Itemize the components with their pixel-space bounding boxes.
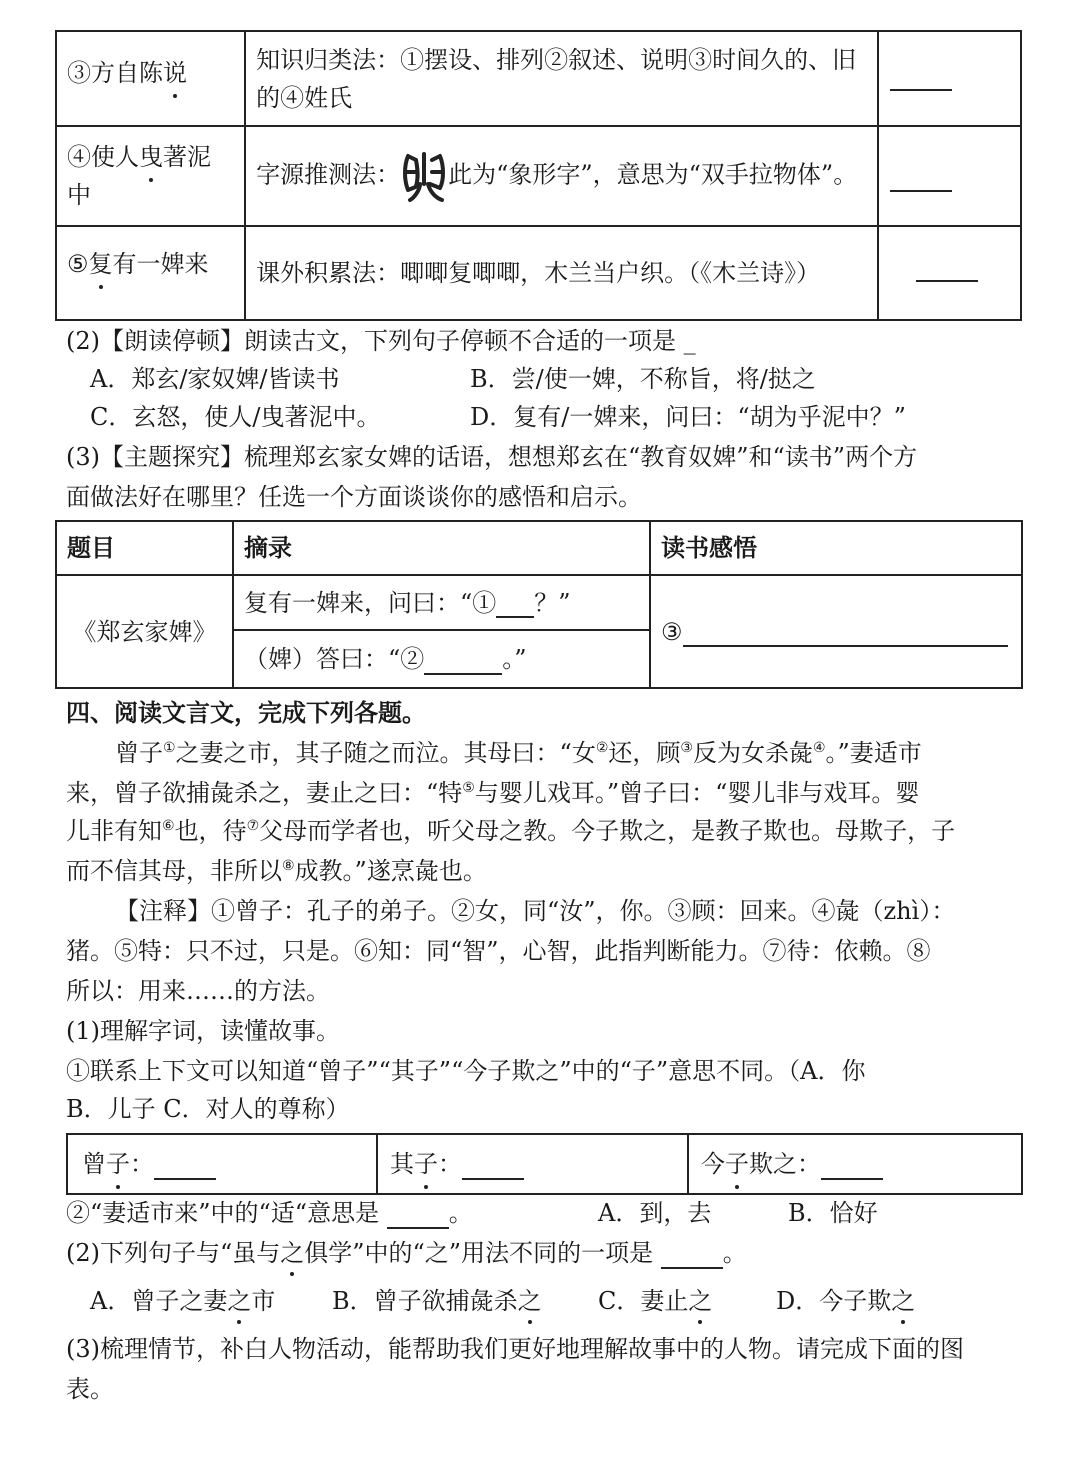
emphasized-char: 之	[227, 1284, 251, 1318]
zi-cell[interactable]	[67, 1134, 377, 1194]
passage-line: 曾子①之妻之市，其子随之而泣。其母曰：“女②还，顾③反为女杀彘④。”妻适市	[115, 739, 922, 767]
option-b[interactable]: B．曾子欲捕彘杀之	[332, 1284, 542, 1318]
emphasized-char: 子	[106, 1145, 130, 1183]
zi-text: ：	[130, 1150, 154, 1178]
emphasized-char: 子	[725, 1145, 749, 1183]
excerpt-text: 。”	[502, 645, 527, 673]
notes-line: 所以：用来……的方法。	[66, 977, 330, 1005]
answer-blank[interactable]	[683, 619, 1008, 647]
question-3-line: 面做法好在哪里？任选一个方面谈谈你的感悟和启示。	[66, 483, 642, 511]
notes-line: 【注释】①曾子：孔子的弟子。②女，同“汝”，你。③顾：回来。④彘（zhì）：	[115, 897, 956, 925]
excerpt-cell	[233, 630, 650, 688]
zi-text: 欺之：	[749, 1150, 821, 1178]
answer-blank[interactable]	[661, 1241, 723, 1269]
zi-text: 今	[701, 1150, 725, 1178]
method-text: 此为“象形字”，意思为“双手拉物体”。	[448, 160, 858, 189]
sentence-cell	[56, 126, 245, 226]
notes-line: 猪。⑤特：只不过，只是。⑥知：同“智”，心智，此指判断能力。⑦待：依赖。⑧	[66, 937, 931, 965]
sentence-text: ③方自陈	[67, 59, 163, 87]
method-text: 课外积累法：唧唧复唧唧，木兰当户织。（《木兰诗》）	[256, 259, 821, 287]
answer-blank[interactable]	[890, 63, 952, 91]
method-cell	[245, 126, 878, 226]
excerpt-text: 复有一婢来，问曰：“①	[244, 588, 497, 617]
question-4-3-line: 表。	[66, 1375, 114, 1403]
answer-blank[interactable]	[496, 590, 534, 618]
insight-cell[interactable]	[650, 575, 1022, 688]
sentence-text: ⑤	[67, 250, 89, 278]
sentence-text: 中	[67, 181, 91, 209]
question-4-1-sub1: ①联系上下文可以知道“曾子”“其子”“今子欺之”中的“子”意思不同。（A．你	[66, 1057, 866, 1085]
option-a[interactable]: A．曾子之妻之市	[90, 1284, 275, 1318]
option-b[interactable]: B．尝/使一婢，不称旨，将/挞之	[470, 365, 816, 393]
zi-text: ：	[438, 1150, 462, 1178]
question-4-1-stem: (1)理解字词，读懂故事。	[66, 1017, 340, 1045]
table-header-cell: 题目	[56, 521, 233, 575]
method-cell	[245, 226, 878, 320]
emphasized-char: 曳	[139, 138, 163, 176]
emphasized-char: 之	[688, 1284, 712, 1318]
method-text: 的④姓氏	[256, 83, 353, 112]
excerpt-text: ？”	[534, 588, 571, 617]
reading-insight-table	[55, 520, 1023, 689]
zi-text: 曾	[82, 1150, 106, 1178]
method-cell	[245, 31, 878, 126]
question-4-2-stem: (2)下列句子与“虽与之俱学”中的“之”用法不同的一项是 。	[66, 1236, 747, 1270]
insight-label: ③	[661, 617, 683, 646]
emphasized-char: 子	[414, 1145, 438, 1183]
emphasized-char: 说	[163, 54, 187, 92]
answer-blank[interactable]	[821, 1152, 883, 1180]
emphasized-char: 之	[891, 1284, 915, 1318]
answer-blank[interactable]	[154, 1152, 216, 1180]
option-d[interactable]: D．复有/一婢来，问曰：“胡为乎泥中？”	[470, 403, 906, 431]
question-3-line: (3)【主题探究】梳理郑玄家女婢的话语，想想郑玄在“教育奴婢”和“读书”两个方	[66, 443, 918, 471]
table-header-cell: 摘录	[233, 521, 650, 575]
answer-blank[interactable]	[890, 164, 952, 192]
method-text: 知识归类法：①摆设、排列②叙述、说明③时间久的、旧	[256, 45, 857, 74]
answer-blank[interactable]	[462, 1152, 524, 1180]
section-title: 四、阅读文言文，完成下列各题。	[66, 698, 426, 727]
sentence-text: 著泥	[163, 143, 211, 171]
option-d[interactable]: D．今子欺之	[776, 1284, 915, 1318]
answer-cell[interactable]	[878, 31, 1021, 126]
question-4-3-line: (3)梳理情节，补白人物活动，能帮助我们更好地理解故事中的人物。请完成下面的图	[66, 1335, 964, 1363]
answer-blank[interactable]	[424, 647, 502, 675]
zi-cell[interactable]	[688, 1134, 1022, 1194]
question-2-stem: (2)【朗读停顿】朗读古文，下列句子停顿不合适的一项是 _	[66, 327, 696, 355]
method-text: 字源推测法：	[256, 160, 401, 189]
table-header-cell: 读书感悟	[650, 521, 1022, 575]
zi-cell[interactable]	[377, 1134, 688, 1194]
excerpt-cell	[233, 575, 650, 630]
answer-cell[interactable]	[878, 226, 1021, 320]
emphasized-char: 之	[518, 1284, 542, 1318]
option-c[interactable]: C．玄怒，使人/曳著泥中。	[90, 403, 381, 431]
passage-line: 而不信其母，非所以⑧成教。”遂烹彘也。	[66, 857, 487, 885]
answer-blank[interactable]	[387, 1201, 449, 1229]
answer-blank[interactable]	[916, 254, 978, 282]
word-meaning-table	[55, 30, 1022, 321]
title-cell: 《郑玄家婢》	[56, 575, 233, 688]
excerpt-text: （婢）答曰：“②	[244, 645, 425, 673]
passage-line: 来，曾子欲捕彘杀之，妻止之曰：“特⑤与婴儿戏耳。”曾子曰：“婴儿非与戏耳。婴	[66, 779, 920, 807]
answer-cell[interactable]	[878, 126, 1021, 226]
option-a[interactable]: A．到，去	[598, 1199, 712, 1227]
sentence-text: ④使人	[67, 143, 139, 171]
sentence-text: 有一婢来	[112, 250, 209, 278]
zi-text: 其	[390, 1150, 414, 1178]
emphasized-char: 之	[280, 1236, 304, 1270]
option-a[interactable]: A．郑玄/家奴婢/皆读书	[90, 365, 340, 393]
ancient-character-glyph-icon	[400, 150, 448, 202]
zi-meaning-table	[66, 1133, 1023, 1195]
question-4-1-sub1: B．儿子 C．对人的尊称）	[66, 1095, 350, 1123]
option-b[interactable]: B．恰好	[788, 1199, 878, 1227]
emphasized-char: 复	[89, 245, 113, 283]
passage-line: 儿非有知⑥也，待⑦父母而学者也，听父母之教。今子欺之，是教子欺也。母欺子，子	[66, 817, 956, 845]
sentence-cell	[56, 31, 245, 126]
option-c[interactable]: C．妻止之	[598, 1284, 712, 1318]
question-4-1-sub2: ②“妻适市来”中的“适“意思是 。	[66, 1199, 473, 1227]
sentence-cell	[56, 226, 245, 320]
